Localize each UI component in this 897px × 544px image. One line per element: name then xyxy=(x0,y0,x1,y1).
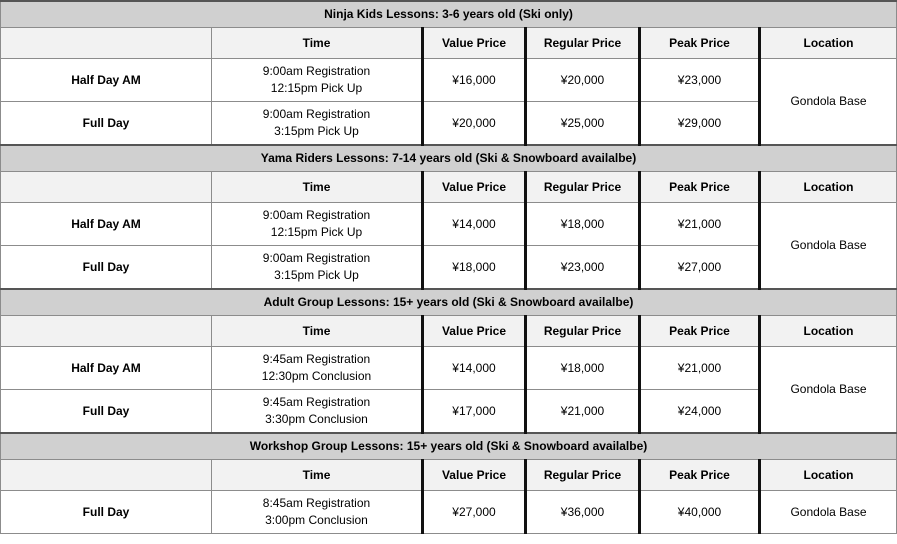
header-value-price: Value Price xyxy=(423,316,526,347)
header-peak-price: Peak Price xyxy=(640,460,760,491)
peak-price-cell: ¥40,000 xyxy=(640,491,760,534)
section-header-ninja-kids xyxy=(1,1,897,28)
section-header-adult-group xyxy=(1,289,897,316)
location-cell: Gondola Base xyxy=(760,59,897,146)
table-row xyxy=(1,203,897,246)
time-cell xyxy=(212,491,423,534)
header-regular-price: Regular Price xyxy=(526,316,640,347)
header-value-price: Value Price xyxy=(423,460,526,491)
time-cell xyxy=(212,203,423,246)
time-start: 9:45am Registration xyxy=(262,352,371,366)
header-regular-price: Regular Price xyxy=(526,460,640,491)
section-title: Adult Group Lessons: 15+ years old (Ski & Snowboard availalbe) xyxy=(1,289,897,316)
peak-price-cell: ¥24,000 xyxy=(640,390,760,434)
time-start: 9:00am Registration xyxy=(262,208,371,222)
column-header-row xyxy=(1,316,897,347)
header-regular-price: Regular Price xyxy=(526,172,640,203)
column-header-row xyxy=(1,172,897,203)
header-location: Location xyxy=(760,316,897,347)
header-time: Time xyxy=(212,28,423,59)
row-label: Full Day xyxy=(1,491,212,534)
time-start: 9:00am Registration xyxy=(262,64,371,78)
table-row xyxy=(1,59,897,102)
blank-header-cell xyxy=(1,28,212,59)
time-cell xyxy=(212,246,423,290)
row-label: Full Day xyxy=(1,246,212,290)
header-time: Time xyxy=(212,316,423,347)
time-end: 3:00pm Conclusion xyxy=(265,513,368,527)
peak-price-cell: ¥27,000 xyxy=(640,246,760,290)
time-cell xyxy=(212,102,423,146)
peak-price-cell: ¥29,000 xyxy=(640,102,760,146)
location-cell: Gondola Base xyxy=(760,203,897,290)
value-price-cell: ¥18,000 xyxy=(423,246,526,290)
row-label: Half Day AM xyxy=(1,203,212,246)
column-header-row xyxy=(1,460,897,491)
time-cell xyxy=(212,59,423,102)
time-end: 3:15pm Pick Up xyxy=(274,124,359,138)
location-cell: Gondola Base xyxy=(760,491,897,534)
value-price-cell: ¥20,000 xyxy=(423,102,526,146)
time-end: 12:15pm Pick Up xyxy=(270,225,363,239)
regular-price-cell: ¥23,000 xyxy=(526,246,640,290)
header-value-price: Value Price xyxy=(423,28,526,59)
header-peak-price: Peak Price xyxy=(640,172,760,203)
value-price-cell: ¥27,000 xyxy=(423,491,526,534)
time-cell xyxy=(212,347,423,390)
header-location: Location xyxy=(760,460,897,491)
header-time: Time xyxy=(212,172,423,203)
time-end: 12:15pm Pick Up xyxy=(270,81,363,95)
peak-price-cell: ¥23,000 xyxy=(640,59,760,102)
time-end: 12:30pm Conclusion xyxy=(261,369,372,383)
section-title: Yama Riders Lessons: 7-14 years old (Ski & Snowboard availalbe) xyxy=(1,145,897,172)
section-header-yama-riders xyxy=(1,145,897,172)
section-title: Workshop Group Lessons: 15+ years old (Ski & Snowboard availalbe) xyxy=(1,433,897,460)
blank-header-cell xyxy=(1,460,212,491)
regular-price-cell: ¥36,000 xyxy=(526,491,640,534)
time-end: 3:30pm Conclusion xyxy=(265,412,368,426)
time-start: 9:00am Registration xyxy=(262,251,371,265)
column-header-row xyxy=(1,28,897,59)
value-price-cell: ¥17,000 xyxy=(423,390,526,434)
regular-price-cell: ¥25,000 xyxy=(526,102,640,146)
time-start: 9:00am Registration xyxy=(262,107,371,121)
header-peak-price: Peak Price xyxy=(640,28,760,59)
row-label: Half Day AM xyxy=(1,59,212,102)
row-label: Full Day xyxy=(1,390,212,434)
row-label: Half Day AM xyxy=(1,347,212,390)
blank-header-cell xyxy=(1,172,212,203)
blank-header-cell xyxy=(1,316,212,347)
header-location: Location xyxy=(760,172,897,203)
header-location: Location xyxy=(760,28,897,59)
section-header-workshop-group xyxy=(1,433,897,460)
row-label: Full Day xyxy=(1,102,212,146)
value-price-cell: ¥14,000 xyxy=(423,347,526,390)
table-row xyxy=(1,347,897,390)
value-price-cell: ¥16,000 xyxy=(423,59,526,102)
peak-price-cell: ¥21,000 xyxy=(640,203,760,246)
header-regular-price: Regular Price xyxy=(526,28,640,59)
regular-price-cell: ¥21,000 xyxy=(526,390,640,434)
peak-price-cell: ¥21,000 xyxy=(640,347,760,390)
regular-price-cell: ¥18,000 xyxy=(526,347,640,390)
time-start: 9:45am Registration xyxy=(262,395,371,409)
header-value-price: Value Price xyxy=(423,172,526,203)
time-cell xyxy=(212,390,423,434)
section-title: Ninja Kids Lessons: 3-6 years old (Ski only) xyxy=(1,1,897,28)
header-time: Time xyxy=(212,460,423,491)
regular-price-cell: ¥20,000 xyxy=(526,59,640,102)
location-cell: Gondola Base xyxy=(760,347,897,434)
value-price-cell: ¥14,000 xyxy=(423,203,526,246)
header-peak-price: Peak Price xyxy=(640,316,760,347)
table-row xyxy=(1,491,897,534)
regular-price-cell: ¥18,000 xyxy=(526,203,640,246)
time-end: 3:15pm Pick Up xyxy=(274,268,359,282)
time-start: 8:45am Registration xyxy=(262,496,371,510)
